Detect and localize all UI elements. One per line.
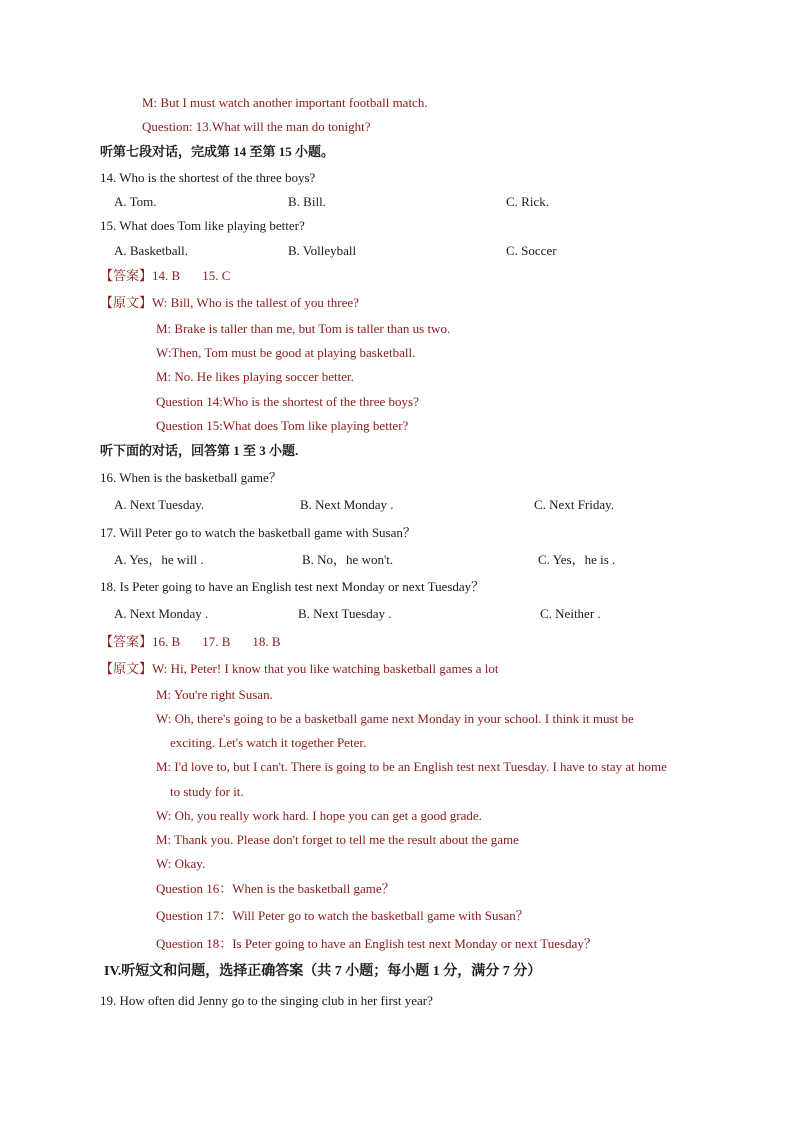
section-heading: 听第七段对话，完成第 14 至第 15 小题。 bbox=[100, 144, 335, 159]
answer-item: 17. B bbox=[202, 634, 231, 649]
options-14 bbox=[114, 194, 674, 210]
transcript-question: Question 17：Will Peter go to watch the basketball game with Susan？ bbox=[156, 908, 529, 923]
transcript-line: to study for it. bbox=[170, 784, 244, 799]
answer-item: 15. C bbox=[202, 268, 231, 283]
transcript-line: W: Oh, you really work hard. I hope you can get a good grade. bbox=[156, 808, 482, 823]
option-a: A. Basketball. bbox=[114, 243, 189, 258]
answer-item: 18. B bbox=[252, 634, 281, 649]
answer-tag: 【答案】 bbox=[100, 634, 153, 649]
option-c: C. Soccer bbox=[506, 243, 557, 258]
option-a: A. Next Tuesday. bbox=[114, 497, 205, 512]
question-17: 17. Will Peter go to watch the basketball game with Susan？ bbox=[100, 525, 416, 540]
option-c: C. Rick. bbox=[506, 194, 549, 209]
transcript-line: W: Hi, Peter! I know that you like watching basketball games a lot bbox=[152, 661, 499, 676]
option-a: A. Tom. bbox=[114, 194, 157, 209]
transcript-row bbox=[100, 661, 498, 677]
question-16: 16. When is the basketball game？ bbox=[100, 470, 282, 485]
transcript-line: M: Thank you. Please don't forget to tell me the result about the game bbox=[156, 832, 519, 847]
option-b: B. Next Tuesday . bbox=[298, 606, 392, 621]
answer-item: 14. B bbox=[152, 268, 181, 283]
options-17 bbox=[114, 552, 714, 568]
answer-row bbox=[100, 268, 252, 284]
options-15 bbox=[114, 243, 674, 259]
option-c: C. Next Friday. bbox=[534, 497, 615, 512]
transcript-line: W: Okay. bbox=[156, 856, 206, 871]
transcript-tag: 【原文】 bbox=[100, 661, 153, 676]
answer-tag: 【答案】 bbox=[100, 268, 153, 283]
transcript-question: Question 15:What does Tom like playing better? bbox=[156, 418, 409, 433]
transcript-question: Question: 13.What will the man do tonight? bbox=[142, 119, 371, 134]
option-b: B. Bill. bbox=[288, 194, 326, 209]
option-b: B. Volleyball bbox=[288, 243, 357, 258]
transcript-question: Question 14:Who is the shortest of the three boys? bbox=[156, 394, 419, 409]
question-19: 19. How often did Jenny go to the singing club in her first year? bbox=[100, 993, 433, 1008]
answer-item: 16. B bbox=[152, 634, 181, 649]
section-heading: 听下面的对话，回答第 1 至 3 小题. bbox=[100, 443, 299, 458]
transcript-line: M: I'd love to, but I can't. There is going to be an English test next Tuesday. I have to stay at home bbox=[156, 759, 667, 774]
transcript-line: M: But I must watch another important football match. bbox=[142, 95, 428, 110]
transcript-line: M: You're right Susan. bbox=[156, 687, 273, 702]
option-c: C. Yes，he is . bbox=[538, 552, 616, 567]
transcript-question: Question 16：When is the basketball game？ bbox=[156, 881, 395, 896]
transcript-line: W:Then, Tom must be good at playing basketball. bbox=[156, 345, 416, 360]
option-b: B. No，he won't. bbox=[302, 552, 394, 567]
question-15: 15. What does Tom like playing better? bbox=[100, 218, 305, 233]
transcript-line: M: No. He likes playing soccer better. bbox=[156, 369, 354, 384]
transcript-line: exciting. Let's watch it together Peter. bbox=[170, 735, 367, 750]
option-a: A. Yes，he will . bbox=[114, 552, 204, 567]
transcript-row bbox=[100, 295, 359, 311]
answer-row bbox=[100, 634, 303, 650]
question-18: 18. Is Peter going to have an English test next Monday or next Tuesday？ bbox=[100, 579, 485, 594]
transcript-line: W: Oh, there's going to be a basketball game next Monday in your school. I think it must be bbox=[156, 711, 634, 726]
options-16 bbox=[114, 497, 714, 513]
section-heading: IV.听短文和问题，选择正确答案（共 7 小题；每小题 1 分，满分 7 分） bbox=[104, 964, 542, 979]
option-c: C. Neither . bbox=[540, 606, 601, 621]
option-a: A. Next Monday . bbox=[114, 606, 209, 621]
options-18 bbox=[114, 606, 714, 622]
transcript-line: M: Brake is taller than me, but Tom is taller than us two. bbox=[156, 321, 451, 336]
transcript-question: Question 18：Is Peter going to have an English test next Monday or next Tuesday？ bbox=[156, 936, 597, 951]
question-14: 14. Who is the shortest of the three boys? bbox=[100, 170, 316, 185]
option-b: B. Next Monday . bbox=[300, 497, 394, 512]
transcript-line: W: Bill, Who is the tallest of you three? bbox=[152, 295, 359, 310]
transcript-tag: 【原文】 bbox=[100, 295, 153, 310]
